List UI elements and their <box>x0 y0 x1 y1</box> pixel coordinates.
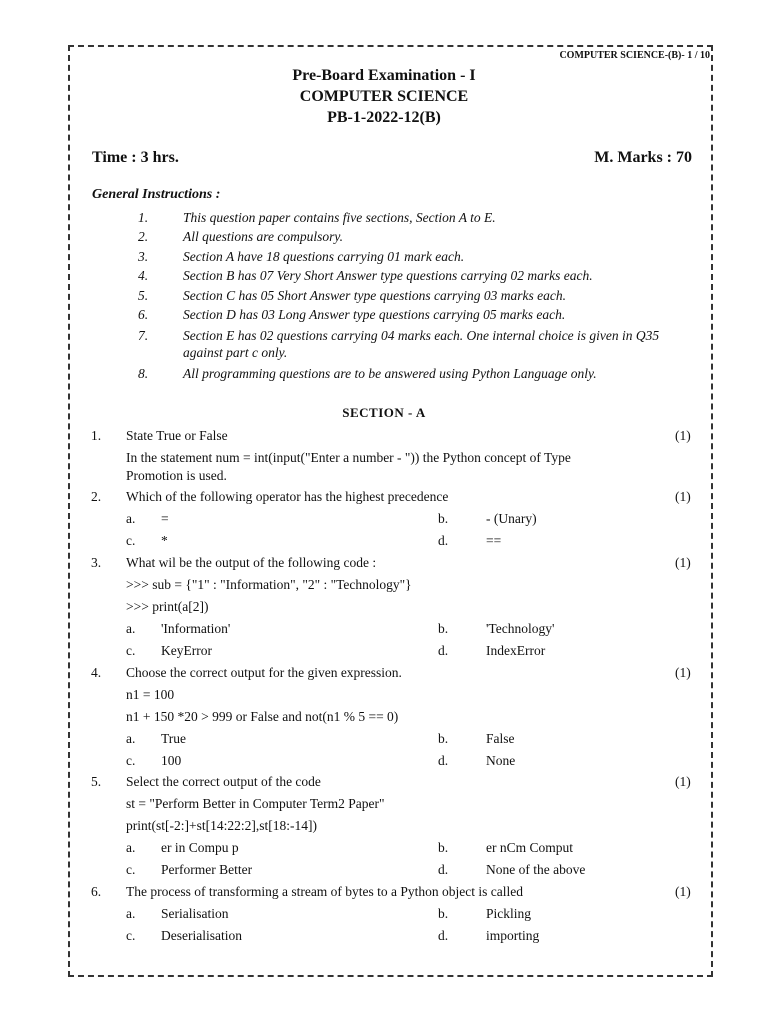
instruction-text: Section B has 07 Very Short Answer type questions carrying 02 marks each. <box>183 268 593 283</box>
instruction-text: All programming questions are to be answered using Python Language only. <box>183 366 597 381</box>
option-label: b. <box>438 621 449 636</box>
option-label: b. <box>438 906 449 921</box>
option-label: c. <box>126 928 136 943</box>
instruction-number: 4. <box>138 268 149 283</box>
code-line: st = "Perform Better in Computer Term2 Paper" <box>126 796 385 811</box>
option-label: a. <box>126 731 136 746</box>
option-text: er in Compu p <box>161 840 239 855</box>
option-text: importing <box>486 928 540 943</box>
option-label: b. <box>438 511 449 526</box>
section-a-title: SECTION - A <box>342 405 426 420</box>
instruction-number: 8. <box>138 366 149 381</box>
code-line: print(st[-2:]+st[14:22:2],st[18:-14]) <box>126 818 317 833</box>
code-line: n1 + 150 *20 > 999 or False and not(n1 % 5 == 0) <box>126 709 399 724</box>
instruction-text: Section D has 03 Long Answer type questions carrying 05 marks each. <box>183 307 566 322</box>
question-number: 4. <box>91 665 102 680</box>
question-text: What wil be the output of the following code : <box>126 555 377 570</box>
option-label: b. <box>438 840 449 855</box>
instruction-number: 3. <box>138 249 149 264</box>
option-label: b. <box>438 731 449 746</box>
option-label: d. <box>438 643 449 658</box>
question-marks: (1) <box>675 665 691 680</box>
option-text: KeyError <box>161 643 212 658</box>
paper-code: PB-1-2022-12(B) <box>327 109 441 126</box>
option-label: a. <box>126 840 136 855</box>
option-text: 100 <box>161 753 182 768</box>
question-text: Which of the following operator has the highest precedence <box>126 489 449 504</box>
instruction-text: All questions are compulsory. <box>183 229 343 244</box>
question-number: 3. <box>91 555 102 570</box>
option-text: - (Unary) <box>486 511 537 526</box>
option-text: = <box>161 511 169 526</box>
option-text: * <box>161 533 168 548</box>
question-number: 5. <box>91 774 102 789</box>
option-text: False <box>486 731 515 746</box>
question-number: 6. <box>91 884 102 899</box>
option-text: True <box>161 731 187 746</box>
option-text: Serialisation <box>161 906 229 921</box>
exam-title: Pre-Board Examination - I <box>292 67 476 84</box>
option-label: d. <box>438 533 449 548</box>
question-marks: (1) <box>675 884 691 899</box>
question-text: The process of transforming a stream of bytes to a Python object is called <box>126 884 524 899</box>
instruction-number: 6. <box>138 307 149 322</box>
instruction-text: Section C has 05 Short Answer type questions carrying 03 marks each. <box>183 288 566 303</box>
subject-title: COMPUTER SCIENCE <box>299 88 469 105</box>
option-text: 'Technology' <box>486 621 555 636</box>
instruction-number: 1. <box>138 210 149 225</box>
question-marks: (1) <box>675 428 691 443</box>
option-label: a. <box>126 511 136 526</box>
code-line: >>> print(a[2]) <box>126 599 209 614</box>
max-marks: M. Marks : 70 <box>594 149 692 166</box>
page-tag: COMPUTER SCIENCE-(B)- 1 / 10 <box>559 50 710 61</box>
option-text: None of the above <box>486 862 586 877</box>
general-instructions-title: General Instructions : <box>92 187 221 202</box>
question-text: Select the correct output of the code <box>126 774 321 789</box>
option-text: == <box>486 533 502 548</box>
option-label: d. <box>438 753 449 768</box>
option-label: c. <box>126 862 136 877</box>
instruction-number: 7. <box>138 328 149 343</box>
option-text: IndexError <box>486 643 546 658</box>
option-text: Performer Better <box>161 862 253 877</box>
instruction-text: Section E has 02 questions carrying 04 marks each. One internal choice is given in Q35 against part c only. <box>183 328 660 360</box>
option-text: er nCm Comput <box>486 840 573 855</box>
time-allowed: Time : 3 hrs. <box>92 149 179 166</box>
option-text: Deserialisation <box>161 928 242 943</box>
option-text: None <box>486 753 516 768</box>
question-text: Choose the correct output for the given expression. <box>126 665 402 680</box>
instruction-text: Section A have 18 questions carrying 01 mark each. <box>183 249 465 264</box>
option-label: a. <box>126 906 136 921</box>
option-text: 'Information' <box>161 621 231 636</box>
option-label: d. <box>438 928 449 943</box>
question-detail: In the statement num = int(input("Enter a number - ")) the Python concept of Type Promotion is used. <box>126 450 571 483</box>
question-marks: (1) <box>675 555 691 570</box>
question-text: State True or False <box>126 428 228 443</box>
option-text: Pickling <box>486 906 532 921</box>
option-label: a. <box>126 621 136 636</box>
option-label: c. <box>126 533 136 548</box>
option-label: c. <box>126 643 136 658</box>
code-line: >>> sub = {"1" : "Information", "2" : "Technology"} <box>126 577 412 592</box>
code-line: n1 = 100 <box>126 687 175 702</box>
question-marks: (1) <box>675 489 691 504</box>
instruction-text: This question paper contains five sections, Section A to E. <box>183 210 496 225</box>
question-number: 1. <box>91 428 102 443</box>
option-label: d. <box>438 862 449 877</box>
question-number: 2. <box>91 489 102 504</box>
instruction-number: 5. <box>138 288 149 303</box>
instruction-number: 2. <box>138 229 149 244</box>
option-label: c. <box>126 753 136 768</box>
question-marks: (1) <box>675 774 691 789</box>
